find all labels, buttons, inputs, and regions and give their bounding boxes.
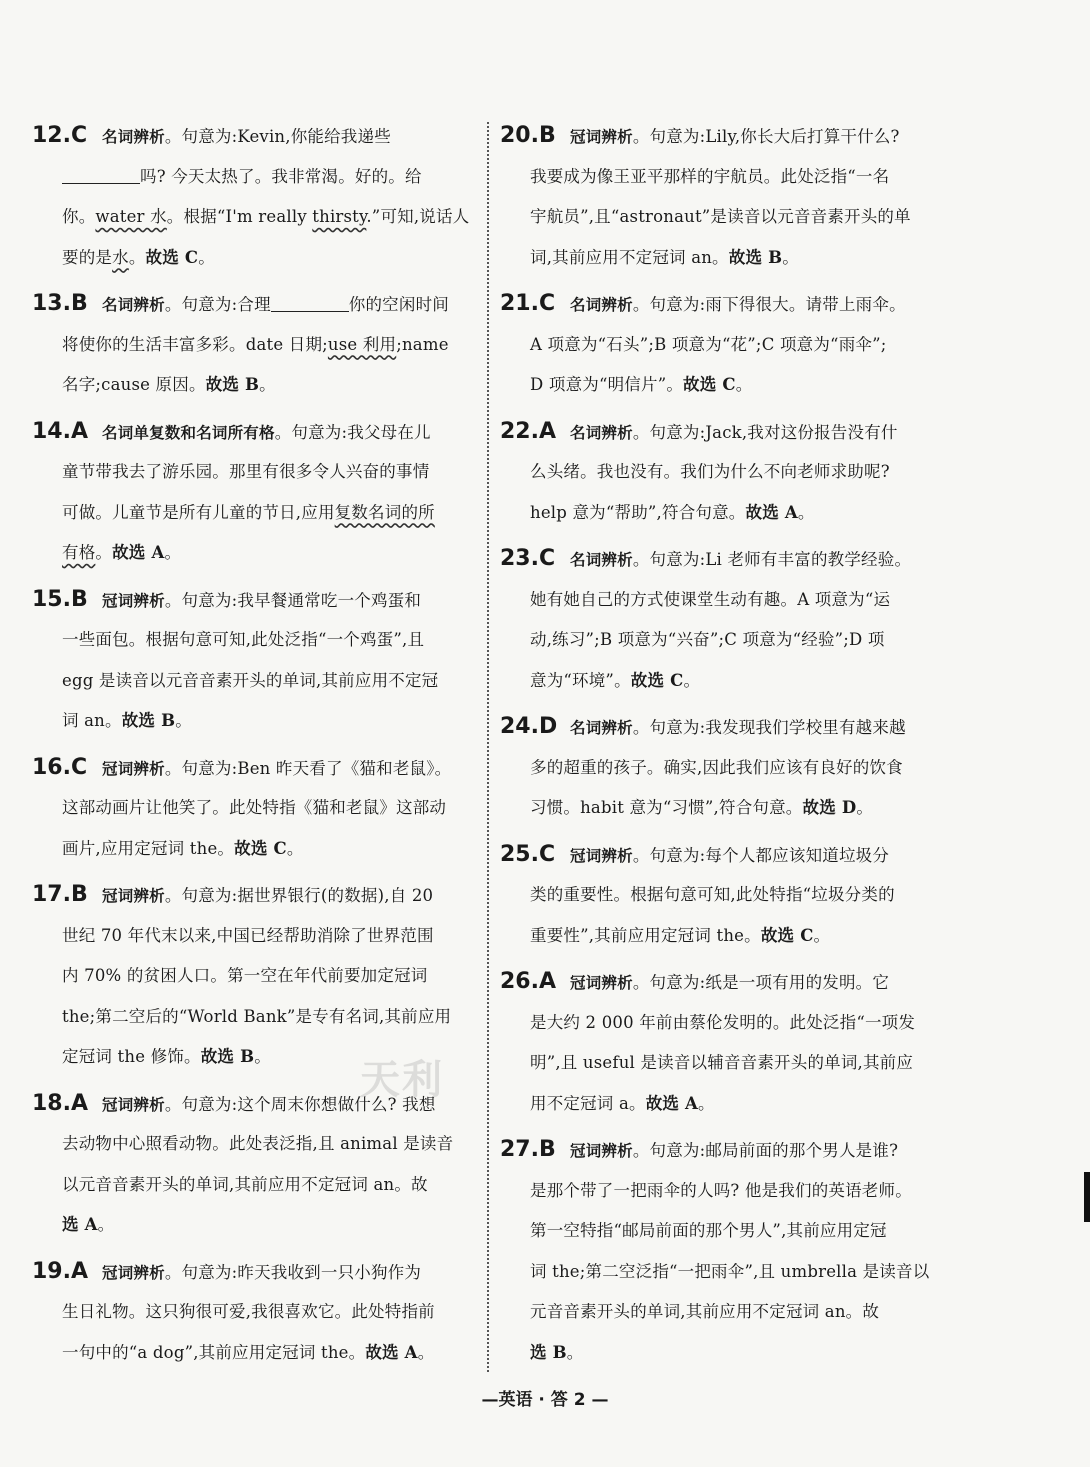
answer-item-25: 25.C 冠词辨析。句意为:每个人都应该知道垃圾分 类的重要性。根据句意可知,此处特指“垃圾分类的 重要性”,其前应用定冠词 the。故选 C。 bbox=[500, 835, 945, 957]
answer-choice: 故选 C bbox=[234, 838, 287, 858]
question-number: 27.B bbox=[500, 1137, 556, 1162]
answer-choice: 故选 C bbox=[760, 925, 814, 945]
answer-choice: 故选 B bbox=[728, 247, 783, 267]
answer-item-23: 23.C 名词辨析。句意为:Li 老师有丰富的教学经验。 她有她自己的方式使课堂生动有趣。A 项意为“运 动,练习”;B 项意为“兴奋”;C 项意为“经验”;D 项 意为“环境”。故选 C。 bbox=[500, 539, 945, 701]
category-tag: 名词辨析 bbox=[102, 128, 165, 146]
column-divider bbox=[487, 122, 489, 1372]
question-number: 14.A bbox=[32, 418, 88, 444]
answer-item-19: 19.A 冠词辨析。句意为:昨天我收到一只小狗作为 生日礼物。这只狗很可爱,我很喜欢它。此处特指前 一句中的“a dog”,其前应用定冠词 the。故选 A。 bbox=[32, 1252, 477, 1374]
page-footer: —英语 · 答 2 — bbox=[481, 1390, 609, 1410]
blank-line bbox=[62, 163, 140, 184]
answer-choice: 故选 A bbox=[645, 1093, 699, 1113]
answer-item-26: 26.A 冠词辨析。句意为:纸是一项有用的发明。它 是大约 2 000 年前由蔡伦发明的。此处泛指“一项发 明”,且 useful 是读音以辅音音素开头的单词,其前应 用不定冠词 a。故选 A。 bbox=[500, 962, 945, 1124]
category-tag: 名词辨析 bbox=[570, 296, 633, 314]
answer-choice: 故选 B bbox=[121, 711, 176, 730]
category-tag: 冠词辨析 bbox=[570, 128, 633, 146]
category-tag: 名词辨析 bbox=[570, 551, 633, 569]
category-tag: 名词辨析 bbox=[570, 719, 633, 737]
question-number: 16.C bbox=[32, 754, 88, 780]
category-tag: 冠词辨析 bbox=[102, 1095, 165, 1114]
category-tag: 名词辨析 bbox=[102, 296, 165, 314]
question-number: 12.C bbox=[32, 123, 88, 148]
answer-choice: 故选 A bbox=[745, 502, 798, 522]
category-tag: 冠词辨析 bbox=[102, 1263, 165, 1282]
category-tag: 冠词辨析 bbox=[570, 1142, 633, 1160]
question-number: 15.B bbox=[32, 586, 88, 612]
answer-item-13: 13.B 名词辨析。句意为:合理 你的空闲时间 将使你的生活丰富多彩。date 日期;use 利用;name 名字;cause 原因。故选 B。 bbox=[32, 284, 477, 406]
answer-choice: 故选 A bbox=[112, 543, 165, 562]
edge-marker bbox=[1084, 1172, 1090, 1222]
question-number: 18.A bbox=[32, 1090, 88, 1116]
question-number: 19.A bbox=[32, 1258, 88, 1284]
question-number: 23.C bbox=[500, 546, 556, 571]
question-number: 25.C bbox=[500, 841, 556, 867]
answer-item-22: 22.A 名词辨析。句意为:Jack,我对这份报告没有什 么头绪。我也没有。我们为什么不向老师求助呢? help 意为“帮助”,符合句意。故选 A。 bbox=[500, 412, 945, 534]
answer-item-24: 24.D 名词辨析。句意为:我发现我们学校里有越来越 多的超重的孩子。确实,因此我们应该有良好的饮食 习惯。habit 意为“习惯”,符合句意。故选 D。 bbox=[500, 707, 945, 829]
answer-choice: 故选 B bbox=[205, 375, 260, 394]
answer-choice: 选 A bbox=[62, 1215, 98, 1234]
answer-choice: 故选 B bbox=[200, 1047, 255, 1066]
answer-item-20: 20.B 冠词辨析。句意为:Lily,你长大后打算干什么? 我要成为像王亚平那样的宇航员。此处泛指“一名 宇航员”,且“astronaut”是读音以元音音素开头的单 词,其前应用不定冠词 an。故选 B。 bbox=[500, 116, 945, 278]
question-number: 22.A bbox=[500, 418, 556, 444]
watermark: 天利 bbox=[360, 1057, 444, 1103]
question-number: 17.B bbox=[32, 882, 88, 907]
category-tag: 冠词辨析 bbox=[570, 846, 633, 865]
question-number: 13.B bbox=[32, 291, 88, 316]
category-tag: 冠词辨析 bbox=[570, 974, 633, 992]
answer-choice: 故选 D bbox=[802, 798, 857, 817]
answer-choice: 选 B bbox=[530, 1342, 567, 1362]
category-tag: 冠词辨析 bbox=[102, 759, 165, 778]
answer-choice: 故选 C bbox=[683, 375, 736, 394]
category-tag: 名词单复数和名词所有格 bbox=[102, 423, 275, 442]
answer-choice: 故选 C bbox=[145, 247, 199, 267]
category-tag: 名词辨析 bbox=[570, 423, 633, 442]
question-number: 24.D bbox=[500, 714, 558, 739]
left-column bbox=[32, 116, 477, 1379]
answer-item-17: 17.B 冠词辨析。句意为:据世界银行(的数据),自 20 世纪 70 年代末以来,中国已经帮助消除了世界范围 内 70% 的贫困人口。第一空在年代前要加定冠词 the;第二空后的“World Bank”是专有名词,其前应用 定冠词 the 修饰。故选 B。 bbox=[32, 875, 477, 1078]
answer-item-16: 16.C 冠词辨析。句意为:Ben 昨天看了《猫和老鼠》。 这部动画片让他笑了。此处特指《猫和老鼠》这部动 画片,应用定冠词 the。故选 C。 bbox=[32, 748, 477, 870]
category-tag: 冠词辨析 bbox=[102, 591, 165, 610]
answer-item-15: 15.B 冠词辨析。句意为:我早餐通常吃一个鸡蛋和 一些面包。根据句意可知,此处泛指“一个鸡蛋”,且 egg 是读音以元音音素开头的单词,其前应用不定冠 词 an。故选 B。 bbox=[32, 580, 477, 742]
blank-line bbox=[271, 291, 349, 312]
answer-item-14: 14.A 名词单复数和名词所有格。句意为:我父母在儿 童节带我去了游乐园。那里有很多令人兴奋的事情 可做。儿童节是所有儿童的节日,应用复数名词的所 有格。故选 A。 bbox=[32, 412, 477, 574]
answer-item-12: 12.C 名词辨析。句意为:Kevin,你能给我递些 吗? 今天太热了。我非常渴。好的。给 你。water 水。根据“I'm really thirsty.”可知,说话人 要的是水。故选 C。 bbox=[32, 116, 477, 278]
question-number: 26.A bbox=[500, 969, 556, 994]
answer-item-21: 21.C 名词辨析。句意为:雨下得很大。请带上雨伞。 A 项意为“石头”;B 项意为“花”;C 项意为“雨伞”; D 项意为“明信片”。故选 C。 bbox=[500, 284, 945, 406]
question-number: 20.B bbox=[500, 123, 556, 148]
question-number: 21.C bbox=[500, 291, 556, 316]
answer-choice: 故选 A bbox=[365, 1342, 418, 1362]
answer-choice: 故选 C bbox=[630, 670, 684, 690]
answer-item-27: 27.B 冠词辨析。句意为:邮局前面的那个男人是谁? 是那个带了一把雨伞的人吗? 他是我们的英语老师。 第一空特指“邮局前面的那个男人”,其前应用定冠 词 the;第二空泛指“一把雨伞”,且 umbrella 是读音以 元音音素开头的单词,其前应用不定冠词 an。故 选 B。 bbox=[500, 1130, 945, 1373]
answer-item-18: 18.A 冠词辨析。句意为:这个周末你想做什么? 我想 去动物中心照看动物。此处表泛指,且 animal 是读音 以元音音素开头的单词,其前应用不定冠词 an。故 选 A。 bbox=[32, 1084, 477, 1246]
right-column bbox=[500, 116, 945, 1379]
category-tag: 冠词辨析 bbox=[102, 887, 165, 905]
